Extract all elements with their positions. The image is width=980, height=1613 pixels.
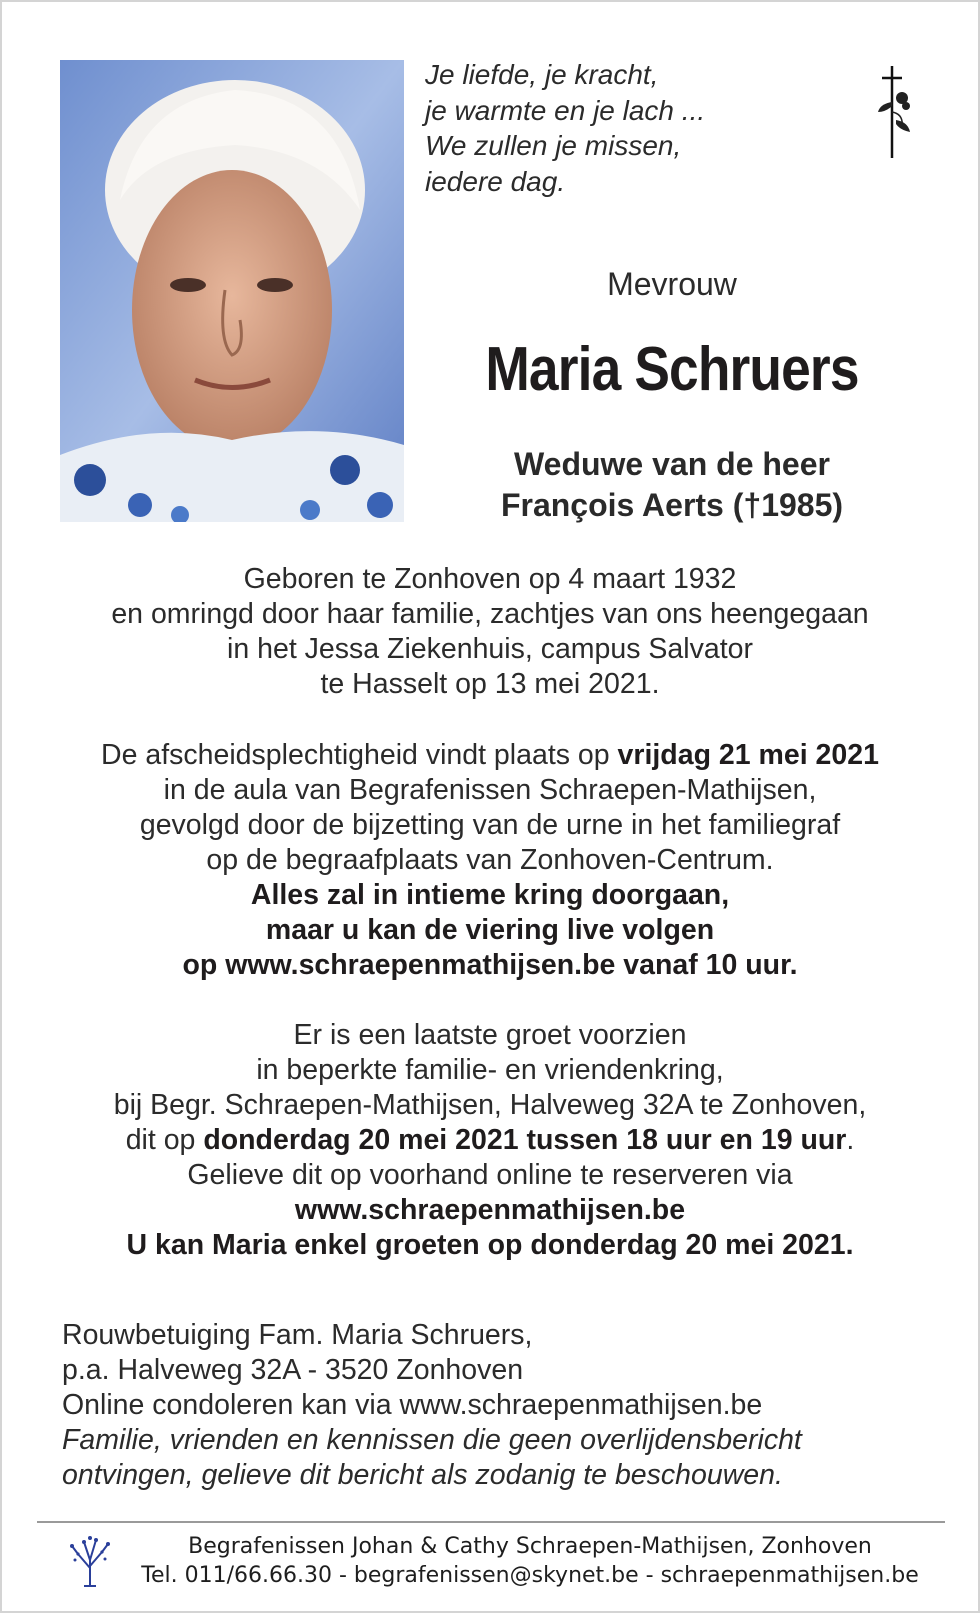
text-line: in de aula van Begrafenissen Schraepen-Mathijsen,	[163, 774, 817, 806]
text-line	[2, 738, 978, 773]
text-line: Geboren te Zonhoven op 4 maart 1932	[243, 563, 737, 595]
poem-line: We zullen je missen,	[425, 130, 682, 161]
text-line: op de begraafplaats van Zonhoven-Centrum.	[206, 844, 774, 876]
text-line: Online condoleren kan via www.schraepenmathijsen.be	[62, 1389, 763, 1421]
deceased-name: Maria Schruers	[485, 335, 859, 404]
salutation: Mevrouw	[607, 266, 737, 302]
greeting-prefix: dit op	[125, 1124, 204, 1156]
footer-name: Begrafenissen Johan & Cathy Schraepen-Mathijsen, Zonhoven	[188, 1534, 872, 1559]
divider	[37, 1521, 945, 1523]
spouse-name: François Aerts (†1985)	[500, 487, 844, 523]
text-line: te Hasselt op 13 mei 2021.	[320, 668, 660, 700]
text-line: in beperkte familie- en vriendenkring,	[256, 1054, 724, 1086]
text-line	[2, 1123, 978, 1158]
birth-death-paragraph	[2, 562, 978, 702]
text-line: maar u kan de viering live volgen	[265, 914, 715, 946]
poem-line: iedere dag.	[425, 165, 566, 197]
ceremony-date: vrijdag 21 mei 2021	[617, 739, 879, 771]
greeting-paragraph	[2, 1018, 978, 1263]
text-line: Er is een laatste groet voorzien	[293, 1019, 687, 1051]
livestream-line: op www.schraepenmathijsen.be vanaf 10 uur.	[182, 949, 798, 981]
text-line: in het Jessa Ziekenhuis, campus Salvator	[227, 633, 753, 665]
tree-logo-icon	[66, 1532, 114, 1590]
text-line: gevolgd door de bijzetting van de urne in het familiegraf	[139, 809, 841, 841]
text-line: Gelieve dit op voorhand online te reserveren via	[187, 1159, 793, 1191]
ceremony-intro: De afscheidsplechtigheid vindt plaats op	[101, 739, 618, 771]
funeral-home-footer	[120, 1532, 940, 1590]
greeting-date: donderdag 20 mei 2021 tussen 18 uur en 19 uur	[203, 1124, 847, 1156]
poem-line: je warmte en je lach ...	[425, 94, 706, 126]
website-line: www.schraepenmathijsen.be	[294, 1194, 686, 1226]
text-line: en omringd door haar familie, zachtjes van ons heengegaan	[111, 598, 869, 630]
text-line: bij Begr. Schraepen-Mathijsen, Halveweg 32A te Zonhoven,	[113, 1089, 867, 1121]
text-line: ontvingen, gelieve dit bericht als zodanig te beschouwen.	[62, 1459, 783, 1491]
greeting-suffix: .	[846, 1124, 855, 1156]
condolences-block	[62, 1318, 802, 1493]
poem-line: Je liefde, je kracht,	[425, 59, 659, 90]
text-line: Alles zal in intieme kring doorgaan,	[250, 879, 730, 911]
text-line: Familie, vrienden en kennissen die geen overlijdensbericht	[62, 1424, 802, 1456]
text-line: Rouwbetuiging Fam. Maria Schruers,	[62, 1319, 533, 1351]
widow-line: Weduwe van de heer	[514, 446, 830, 482]
portrait-photo	[60, 60, 404, 522]
ceremony-paragraph	[2, 738, 978, 983]
footer-contact: Tel. 011/66.66.30 - begrafenissen@skynet.be - schraepenmathijsen.be	[141, 1563, 919, 1588]
text-line: U kan Maria enkel groeten op donderdag 20 mei 2021.	[126, 1229, 854, 1261]
widow-of	[432, 444, 912, 526]
poem	[425, 57, 825, 199]
text-line: p.a. Halveweg 32A - 3520 Zonhoven	[62, 1354, 524, 1386]
cross-rose-icon	[872, 62, 924, 162]
